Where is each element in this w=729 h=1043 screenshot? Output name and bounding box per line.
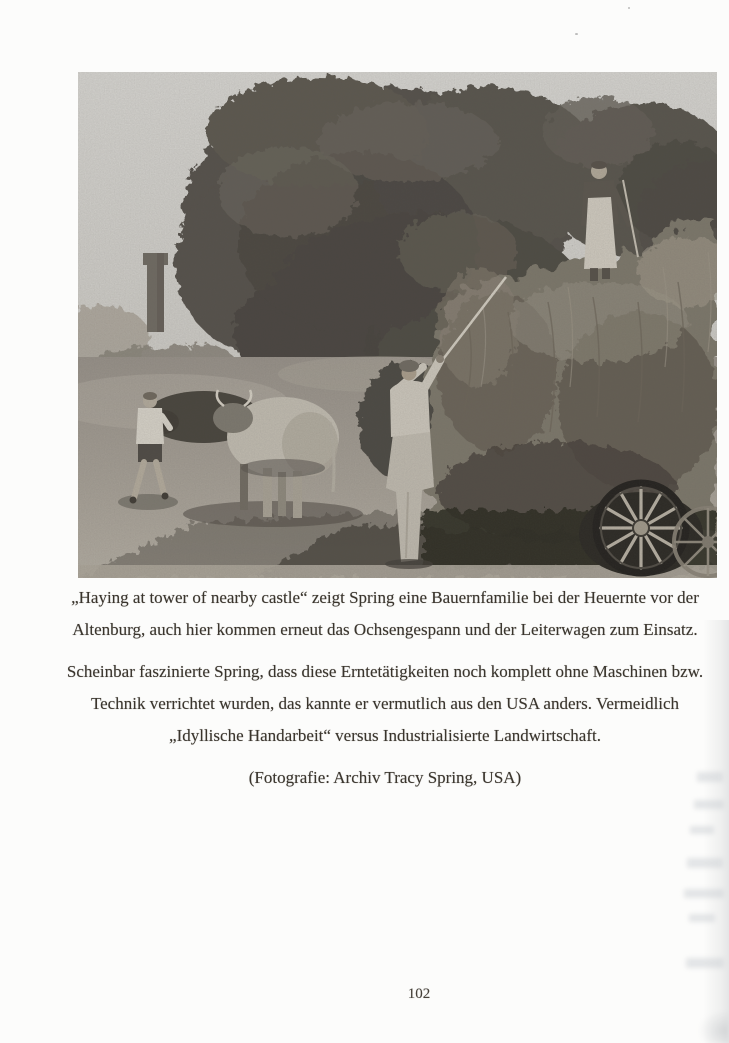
paragraph2-line3: „Idyllische Handarbeit“ versus Industrialisierte Landwirtschaft. bbox=[169, 726, 601, 745]
bleed-through-mark bbox=[686, 958, 724, 968]
bleed-through-mark bbox=[697, 772, 723, 782]
film-grain bbox=[78, 72, 717, 578]
body-text bbox=[40, 582, 729, 794]
paragraph2-line2: Technik verrichtet wurden, das kannte er vermutlich aus den USA anders. Vermeidlich bbox=[90, 694, 680, 713]
bleed-through-mark bbox=[684, 889, 724, 898]
photo-illustration bbox=[78, 72, 717, 578]
bleed-through-mark bbox=[687, 858, 723, 868]
scan-speck bbox=[575, 33, 578, 35]
paragraph1-line1: „Haying at tower of nearby castle“ zeigt Spring eine Bauernfamilie bei der Heuernte vor der bbox=[71, 588, 699, 607]
scan-corner-smudge bbox=[699, 1012, 729, 1043]
scan-speck bbox=[628, 7, 630, 9]
photo-credit-line: (Fotografie: Archiv Tracy Spring, USA) bbox=[248, 768, 522, 787]
photo-haying-scene bbox=[78, 72, 717, 578]
bleed-through-mark bbox=[690, 826, 714, 834]
bleed-through-mark bbox=[694, 800, 724, 809]
paragraph2-line1: Scheinbar faszinierte Spring, dass diese Erntetätigkeiten noch komplett ohne Maschinen bzw. bbox=[66, 662, 704, 681]
page-number: 102 bbox=[407, 986, 431, 1002]
bleed-through-mark bbox=[689, 914, 715, 922]
paragraph1-line2: Altenburg, auch hier kommen erneut das Ochsengespann und der Leiterwagen zum Einsatz. bbox=[72, 620, 698, 639]
